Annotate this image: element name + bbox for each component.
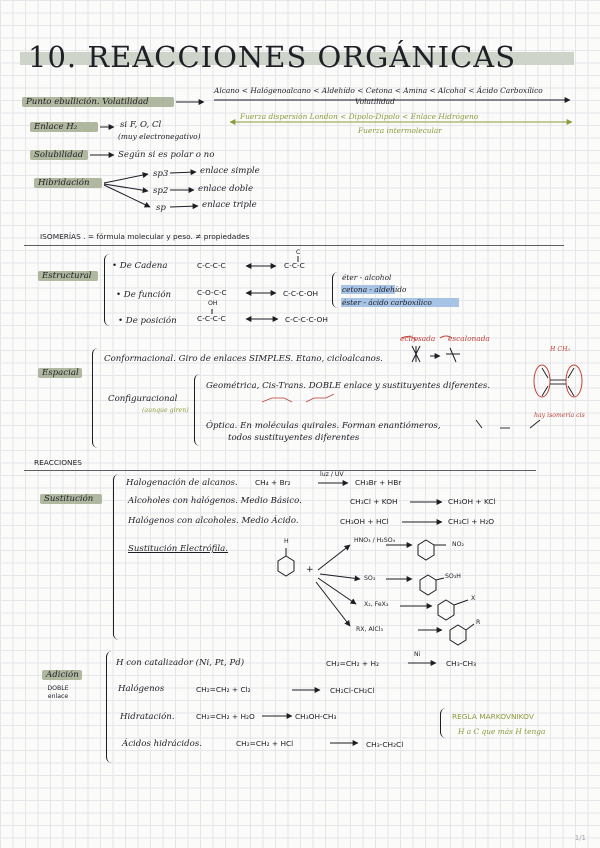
a4-right: CH₃-CH₂Cl (366, 740, 404, 749)
eclipsada-label: eclipsada (400, 334, 436, 343)
sp-label: sp (156, 203, 166, 213)
label-espacial: Espacial (42, 368, 79, 378)
markovnikov-text: H a C que más H tenga (458, 727, 546, 736)
label-estructural: Estructural (42, 271, 92, 281)
a1-right: CH₃-CH₃ (446, 659, 477, 668)
r3-right: CH₃Cl + H₂O (448, 517, 495, 526)
func-type-1: éter - alcohol (342, 273, 392, 282)
cis-isomer-sketch (534, 365, 582, 397)
de-cadena: • De Cadena (112, 261, 168, 271)
a2-label: Halógenos (118, 684, 165, 694)
optica: Óptica. En moléculas quirales. Forman enantiómeros, (206, 421, 441, 431)
r2-label: Alcoholes con halógenos. Medio Básico. (128, 496, 302, 506)
r2-right: CH₃OH + KCl (448, 497, 496, 506)
polarity-series: Alcano < Halógenoalcano < Aldehído < Cetona < Amina < Alcohol < Ácido Carboxílico (214, 86, 543, 95)
label-punto-ebullicion: Punto ebullición. Volatilidad (26, 97, 149, 107)
electrofila-label: Sustitución Electrófila. (128, 544, 229, 554)
funcion-formula-2: C-C-C-OH (283, 289, 319, 298)
a2-left: CH₂=CH₂ + Cl₂ (196, 685, 251, 694)
a4-label: Ácidos hidrácidos. (122, 739, 202, 749)
r1-left: CH₄ + Br₂ (255, 478, 291, 487)
sp-value: enlace triple (202, 200, 257, 210)
func-type-2: cetona - aldehído (342, 285, 407, 294)
product-3: X (471, 595, 476, 602)
r1-condition: luz / UV (320, 471, 344, 478)
escalonada-label: escalonada (448, 334, 490, 343)
sp3-value: enlace simple (200, 166, 260, 176)
page-number: 1/1 (574, 834, 586, 842)
arrow (104, 185, 150, 207)
a1-label: H con catalizador (Ni, Pt, Pd) (116, 658, 245, 668)
a3-left: CH₂=CH₂ + H₂O (196, 712, 255, 721)
label-sustitucion: Sustitución (44, 494, 94, 504)
sp2-value: enlace doble (198, 184, 254, 194)
benzene-rings (278, 537, 474, 645)
cis-trans-sketch (262, 394, 334, 402)
posicion-formula-2: C-C-C-C-OH (285, 315, 328, 324)
optica-2: todos sustituyentes diferentes (228, 433, 360, 443)
a2-right: CH₂Cl-CH₂Cl (330, 686, 375, 695)
cadena-formula-1: C-C-C-C (197, 261, 226, 270)
r2-left: CH₃Cl + KOH (350, 497, 398, 506)
enlace-note: (muy electronegativo) (118, 132, 201, 141)
cadena-formula-2: C-C-C (284, 261, 305, 270)
markovnikov-rule: REGLA MARKOVNIKOV (452, 712, 534, 721)
a3-label: Hidratación. (120, 712, 175, 722)
page-title: 10. REACCIONES ORGÁNICAS (28, 40, 517, 74)
configuracional: Configuracional (108, 394, 178, 404)
sp2-label: sp2 (153, 186, 169, 196)
ethane-sketch (412, 346, 460, 362)
enlace-value: si F, O, Cl (120, 120, 162, 130)
label-enlace-h: Enlace H₂ (34, 122, 78, 132)
product-1: NO₂ (452, 541, 464, 548)
a4-left: CH₂=CH₂ + HCl (236, 739, 294, 748)
reagent-3: X₂, FeX₃ (364, 601, 389, 608)
r1-right: CH₃Br + HBr (355, 478, 402, 487)
r3-left: CH₃OH + HCl (340, 517, 389, 526)
reagent-4: RX, AlCl₃ (356, 626, 383, 633)
r1-label: Halogenación de alcanos. (126, 478, 238, 488)
hch3-label: H CH₃ (550, 346, 570, 353)
chiral-sketch (476, 420, 540, 428)
a3-right: CH₃OH-CH₃ (295, 712, 337, 721)
volatilidad-label: Volatilidad (355, 97, 395, 106)
label-hibridacion: Hibridación (38, 178, 90, 188)
configuracional-note: (aunque giren) (142, 407, 189, 414)
conformacional: Conformacional. Giro de enlaces SIMPLES. Etano, cicloalcanos. (104, 354, 383, 364)
fuerza-intermolecular: Fuerza intermolecular (358, 126, 442, 135)
a1-condition: Ni (414, 651, 421, 658)
isomerias-heading: ISOMERÍAS . = fórmula molecular y peso. ≠ propiedades (40, 232, 250, 241)
benzene-h: H (284, 538, 289, 545)
geometrica: Geométrica, Cis-Trans. DOBLE enlace y sustituyentes diferentes. (206, 381, 491, 391)
a1-left: CH₂=CH₂ + H₂ (326, 659, 379, 668)
solubilidad-value: Según si es polar o no (118, 150, 215, 160)
funcion-formula-1: C-O-C-C (197, 288, 227, 297)
reagent-2: SO₃ (364, 575, 376, 582)
isomeria-cis: hay isomería cis (534, 412, 585, 419)
sp3-label: sp3 (153, 169, 169, 179)
plus-sign: + (306, 565, 314, 575)
reagent-1: HNO₃ / H₂SO₄ (354, 537, 396, 544)
de-funcion: • De función (116, 290, 172, 300)
r3-label: Halógenos con alcoholes. Medio Ácido. (128, 516, 299, 526)
de-posicion: • De posición (118, 316, 177, 326)
arrow (104, 184, 148, 191)
reacciones-heading: REACCIONES (34, 458, 82, 467)
arrow (104, 174, 148, 183)
doble-enlace-label: DOBLE enlace (47, 685, 69, 700)
posicion-formula-1: C-C-C-C (197, 314, 226, 323)
fuerzas-series: Fuerza dispersión London < Dipolo-Dipolo < Enlace Hidrógeno (240, 112, 479, 121)
label-adicion: Adición (46, 670, 79, 680)
label-solubilidad: Solubilidad (34, 150, 84, 160)
product-2: SO₃H (445, 573, 461, 580)
func-type-3: éster - ácido carboxílico (342, 298, 432, 307)
cadena-branch: C (296, 249, 301, 256)
posicion-oh: OH (208, 300, 218, 307)
product-4: R (476, 619, 481, 626)
